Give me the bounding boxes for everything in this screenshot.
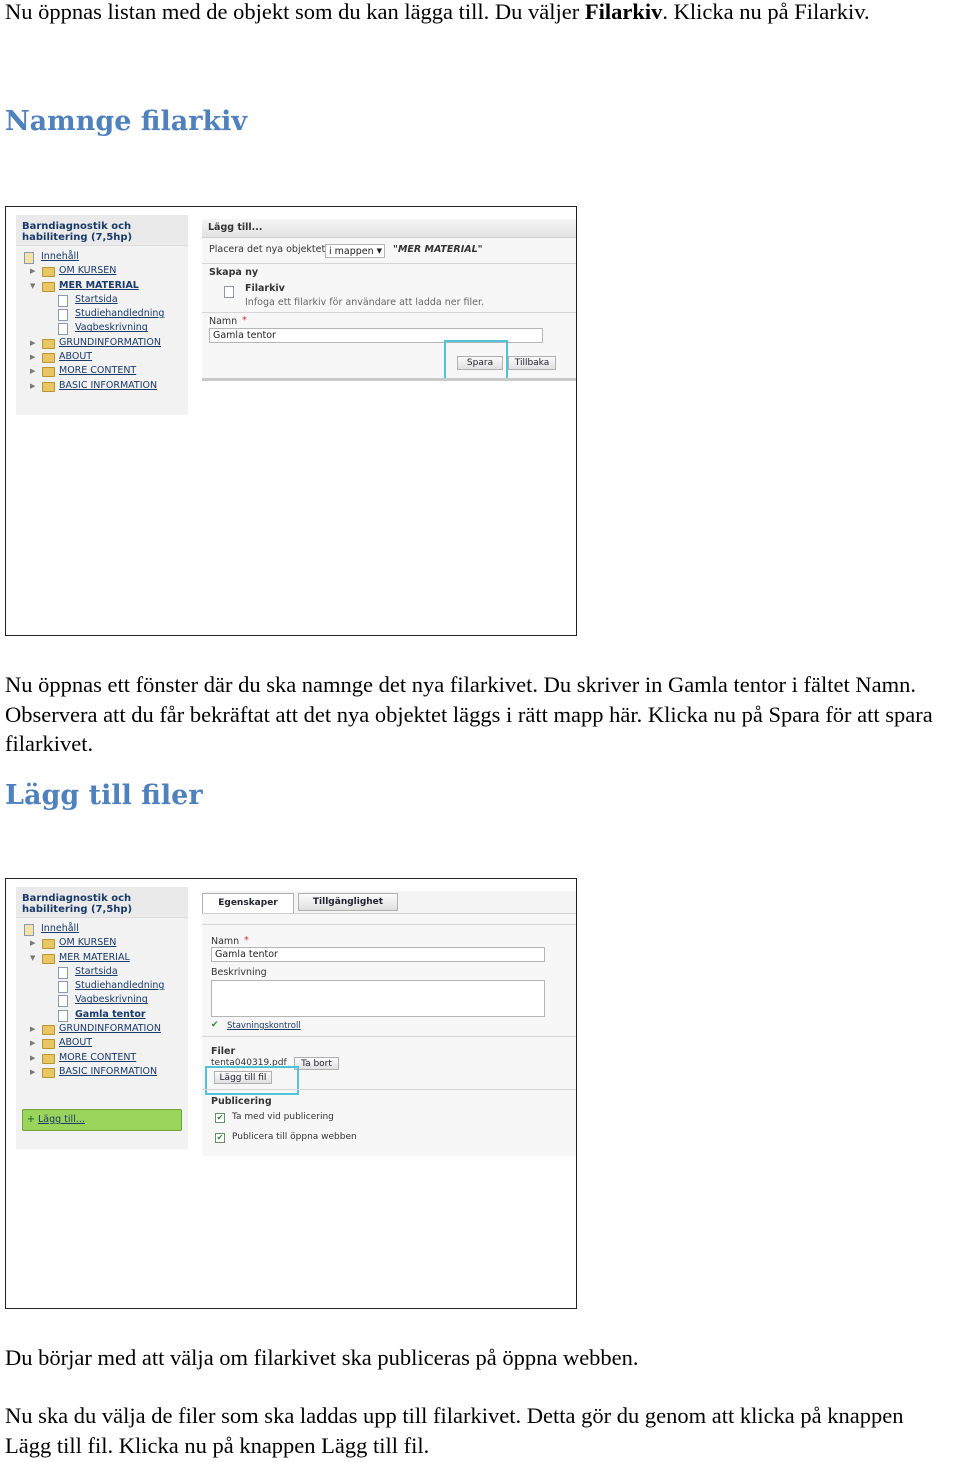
save-highlight xyxy=(444,340,508,380)
include-publish-checkbox[interactable]: ✔ xyxy=(216,1113,224,1122)
required-mark: * xyxy=(242,315,247,326)
course-title xyxy=(16,215,188,246)
filarkiv-description: Infoga ett filarkiv för användare att ladda ner filer. xyxy=(245,297,485,308)
page-icon xyxy=(58,295,68,307)
content-root-icon xyxy=(24,252,34,264)
course-title-line1: Barndiagnostik och xyxy=(22,221,132,232)
intro-text: Nu öppnas listan med de objekt som du kan lägga till. Du väljer xyxy=(5,0,585,24)
place-target: "MER MATERIAL" xyxy=(393,244,483,255)
tab-egenskaper[interactable]: Egenskaper xyxy=(202,893,294,913)
required-mark: * xyxy=(244,935,249,946)
folder-icon xyxy=(42,267,55,277)
tree-item[interactable] xyxy=(16,350,188,364)
tree-item[interactable] xyxy=(16,993,188,1007)
publish-open-web-label: Publicera till öppna webben xyxy=(232,1132,357,1142)
page-icon xyxy=(58,967,68,979)
expand-open-icon[interactable]: ▼ xyxy=(30,281,36,290)
expand-closed-icon[interactable]: ▶ xyxy=(30,1067,36,1076)
expand-closed-icon[interactable]: ▶ xyxy=(30,353,36,362)
page-icon xyxy=(58,995,68,1007)
expand-closed-icon[interactable]: ▶ xyxy=(30,381,36,390)
tab-bar xyxy=(202,891,576,914)
tree-item[interactable] xyxy=(16,1051,188,1065)
section-heading-lagg-till-filer: Lägg till filer xyxy=(5,780,203,811)
back-button[interactable]: Tillbaka xyxy=(508,356,556,370)
add-file-highlight xyxy=(205,1066,299,1095)
content-root-icon xyxy=(24,924,34,936)
description-label: Beskrivning xyxy=(211,967,267,978)
tree-item[interactable] xyxy=(16,1008,188,1022)
expand-closed-icon[interactable]: ▶ xyxy=(30,267,36,276)
folder-icon xyxy=(42,353,55,363)
paragraph-lagg-till-fil: Nu ska du välja de filer som ska laddas upp till filarkivet. Detta gör du genom att klicka på knappen Lägg till fil. Klicka nu på knappen Lägg till fil. xyxy=(5,1403,904,1458)
tree-item-label: Gamla tentor xyxy=(75,1008,146,1020)
name-input[interactable]: Gamla tentor xyxy=(211,947,545,962)
tree-item-label: Startsida xyxy=(75,293,118,305)
tree-item[interactable] xyxy=(16,336,188,350)
tree-item-label: Innehåll xyxy=(41,251,79,262)
intro-bold: Filarkiv xyxy=(584,0,663,24)
add-panel-body xyxy=(202,238,576,378)
folder-icon xyxy=(42,1068,55,1078)
page-icon xyxy=(58,309,68,321)
tree-item-label: Startsida xyxy=(75,965,118,977)
tree-item-label: GRUNDINFORMATION xyxy=(59,336,161,348)
tree-item[interactable] xyxy=(16,321,188,335)
expand-closed-icon[interactable]: ▶ xyxy=(30,1039,36,1048)
add-item-button[interactable] xyxy=(22,1109,182,1131)
tree-item[interactable] xyxy=(16,979,188,993)
tree-item[interactable] xyxy=(16,379,188,393)
file-name: tenta040319.pdf xyxy=(211,1058,287,1068)
paragraph-namnge: Nu öppnas ett fönster där du ska namnge det nya filarkivet. Du skriver in Gamla tentor i fältet Namn. Observera att du får bekräftat att det nya objektet läggs i rätt mapp här. Klicka nu på Spara för att spara filarkivet. xyxy=(5,672,933,756)
spellcheck-link[interactable]: Stavningskontroll xyxy=(227,1021,301,1031)
tree-item[interactable] xyxy=(16,965,188,979)
tree-item[interactable] xyxy=(16,264,188,278)
folder-icon xyxy=(42,1025,55,1035)
tab-tillganglighet[interactable]: Tillgänglighet xyxy=(298,893,398,911)
page-icon xyxy=(58,981,68,993)
tree-item-label: BASIC INFORMATION xyxy=(59,379,158,391)
paragraph-publicering: Du börjar med att välja om filarkivet ska publiceras på öppna webben. xyxy=(5,1345,639,1370)
folder-icon xyxy=(42,382,55,392)
filarkiv-link[interactable]: Filarkiv xyxy=(245,283,285,294)
tree-item-label: MER MATERIAL xyxy=(59,951,130,963)
tree-item-label: Innehåll xyxy=(41,923,79,934)
tree-item-label: MER MATERIAL xyxy=(59,279,139,291)
include-publish-label: Ta med vid publicering xyxy=(232,1112,334,1122)
section-heading-namnge: Namnge filarkiv xyxy=(5,106,248,137)
course-title-line1: Barndiagnostik och xyxy=(22,893,132,904)
expand-closed-icon[interactable]: ▶ xyxy=(30,939,36,948)
place-label: Placera det nya objektet xyxy=(209,244,326,255)
expand-closed-icon[interactable]: ▶ xyxy=(30,338,36,347)
screenshot-lagg-till-filer xyxy=(5,878,577,1309)
folder-icon xyxy=(42,1039,55,1049)
folder-icon xyxy=(42,939,55,949)
expand-closed-icon[interactable]: ▶ xyxy=(30,1025,36,1034)
tree-item[interactable] xyxy=(16,307,188,321)
expand-open-icon[interactable]: ▼ xyxy=(30,953,36,962)
name-label: Namn xyxy=(211,936,240,947)
folder-select[interactable] xyxy=(325,244,385,258)
tree-item-label: ABOUT xyxy=(59,1037,93,1049)
spellcheck-icon: ✔ xyxy=(211,1020,219,1030)
tree-item-label: OM KURSEN xyxy=(59,265,117,277)
page-icon xyxy=(58,1010,68,1022)
folder-select-value: i mappen xyxy=(329,246,374,257)
edit-panel xyxy=(202,891,576,1156)
add-file-button[interactable]: Lägg till fil xyxy=(214,1071,272,1084)
screenshot-namnge xyxy=(5,206,577,636)
tree-item[interactable] xyxy=(16,951,188,965)
expand-closed-icon[interactable]: ▶ xyxy=(30,1053,36,1062)
page-icon xyxy=(58,323,68,335)
tree-item-label: MORE CONTENT xyxy=(59,365,137,377)
tree-item-label: GRUNDINFORMATION xyxy=(59,1023,161,1035)
course-title-line2: habilitering (7,5hp) xyxy=(22,904,133,915)
tree-item[interactable] xyxy=(16,922,188,936)
tree-item-label: Studiehandledning xyxy=(75,980,165,992)
tree-item-label: Studiehandledning xyxy=(75,308,165,320)
file-archive-icon xyxy=(224,286,234,298)
intro-paragraph xyxy=(5,0,955,27)
tree-item-label: ABOUT xyxy=(59,351,93,363)
tree-item-label: Vagbeskrivning xyxy=(75,994,148,1006)
expand-closed-icon[interactable]: ▶ xyxy=(30,367,36,376)
tree-item[interactable] xyxy=(16,936,188,950)
content-tree-2 xyxy=(16,918,188,1085)
tree-item[interactable] xyxy=(16,293,188,307)
remove-file-button[interactable]: Ta bort xyxy=(294,1057,339,1070)
course-title-2 xyxy=(16,887,188,918)
create-new-label: Skapa ny xyxy=(209,267,259,278)
intro-text-end: . Klicka nu på Filarkiv. xyxy=(662,0,870,24)
folder-icon xyxy=(42,1054,55,1064)
tree-item[interactable] xyxy=(16,364,188,378)
folder-icon xyxy=(42,954,55,964)
tree-item[interactable] xyxy=(16,1022,188,1036)
edit-form xyxy=(202,914,576,1156)
add-panel-header: Lägg till... xyxy=(202,219,576,238)
plus-icon: + xyxy=(27,1114,35,1125)
course-sidebar xyxy=(16,215,188,415)
panel-bottom-border xyxy=(202,378,576,381)
tree-item[interactable] xyxy=(16,250,188,264)
files-label: Filer xyxy=(211,1046,236,1057)
description-textarea[interactable] xyxy=(211,980,545,1017)
add-panel xyxy=(202,219,576,379)
name-input[interactable]: Gamla tentor xyxy=(209,328,543,343)
tree-item-label: BASIC INFORMATION xyxy=(59,1065,158,1077)
tree-item[interactable] xyxy=(16,279,188,293)
publish-open-web-checkbox[interactable]: ✔ xyxy=(216,1133,224,1142)
chevron-down-icon: ▼ xyxy=(376,247,382,255)
course-sidebar-2 xyxy=(16,887,188,1149)
publishing-label: Publicering xyxy=(211,1096,272,1107)
folder-icon xyxy=(42,367,55,377)
tree-item-label: OM KURSEN xyxy=(59,937,117,949)
add-item-label: Lägg till... xyxy=(37,1114,85,1125)
tree-item-label: Vagbeskrivning xyxy=(75,322,148,334)
tree-item-label: MORE CONTENT xyxy=(59,1051,137,1063)
name-label: Namn xyxy=(209,316,238,327)
tree-item[interactable] xyxy=(16,1036,188,1050)
folder-icon xyxy=(42,282,55,292)
save-button[interactable]: Spara xyxy=(457,356,503,370)
folder-icon xyxy=(42,339,55,349)
course-title-line2: habilitering (7,5hp) xyxy=(22,232,133,243)
content-tree xyxy=(16,246,188,399)
tree-item[interactable] xyxy=(16,1065,188,1079)
